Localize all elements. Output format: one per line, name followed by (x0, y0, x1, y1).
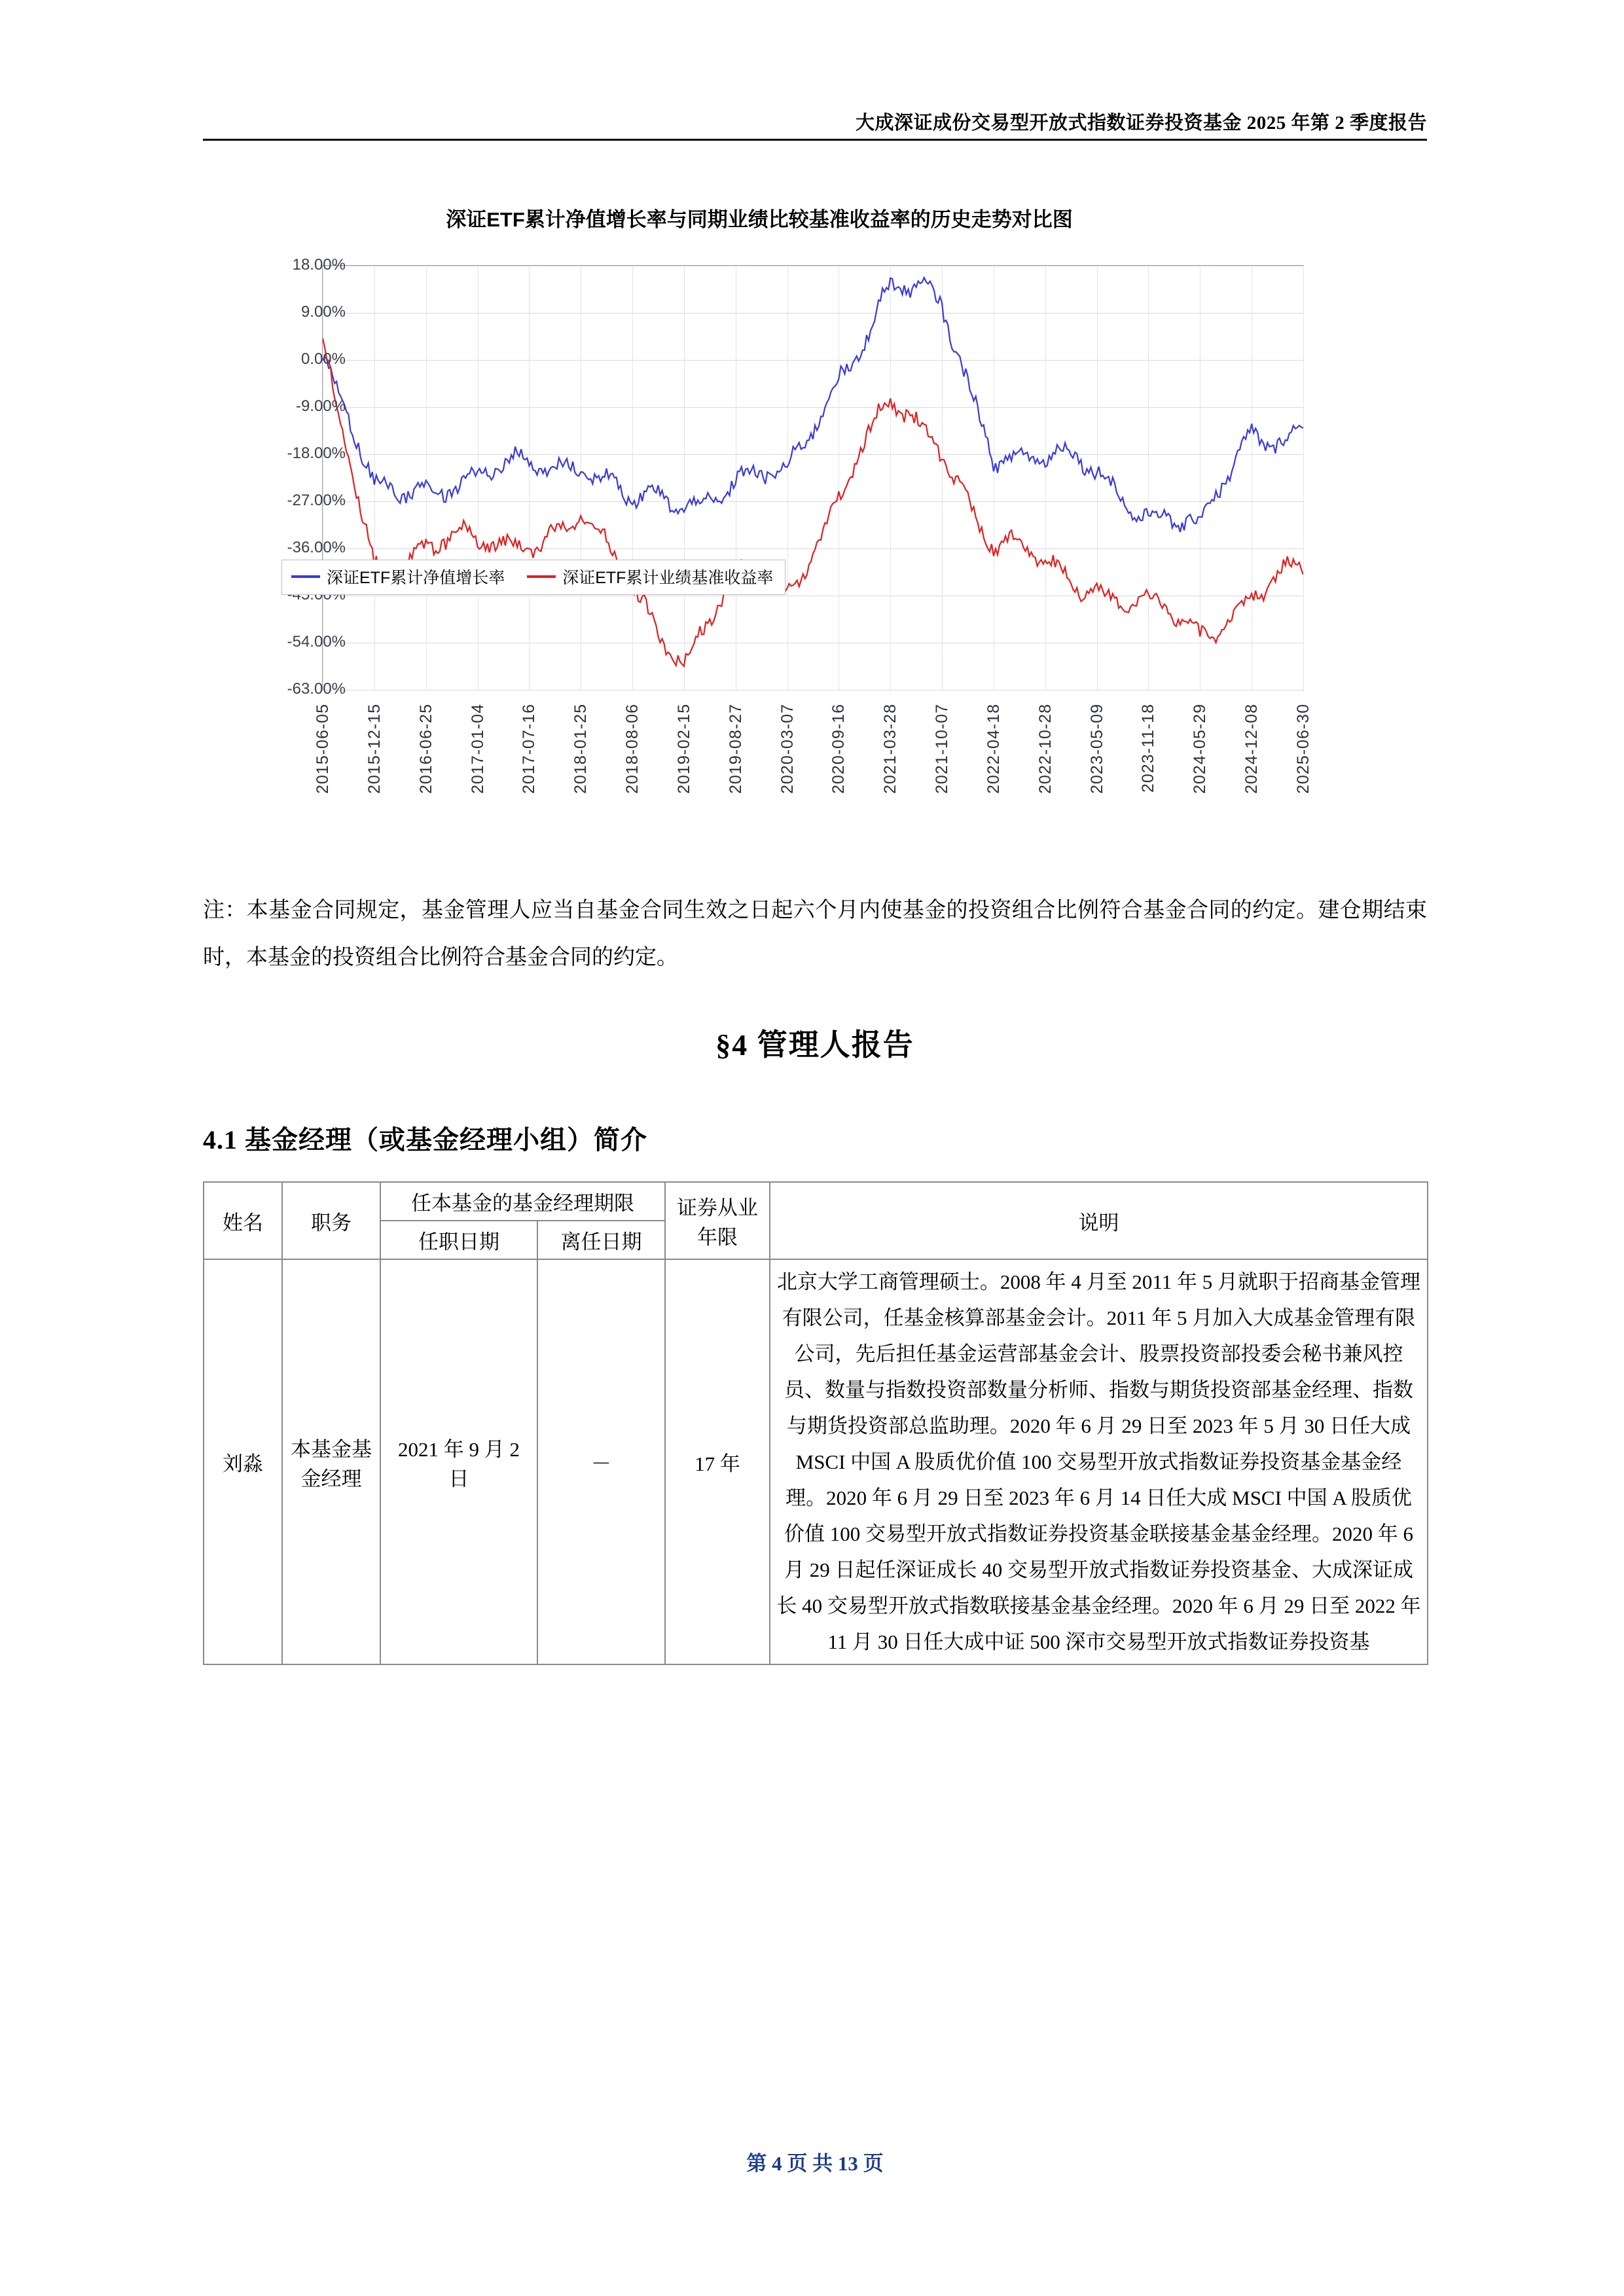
cell-position: 本基金基金经理 (282, 1259, 380, 1664)
cell-start-date: 2021 年 9 月 2 日 (380, 1259, 537, 1664)
th-tenure-group: 任本基金的基金经理期限 (380, 1182, 665, 1221)
chart-x-tick: 2020-09-16 (829, 704, 848, 794)
chart-y-tick: 18.00% (292, 256, 346, 274)
th-description: 说明 (770, 1182, 1428, 1259)
legend-swatch-nav (291, 575, 320, 578)
chart-x-tick: 2018-01-25 (571, 704, 590, 794)
table-row (204, 1259, 1428, 1664)
chart-plot-area (322, 265, 1304, 691)
cell-end-date: － (537, 1259, 665, 1664)
chart-y-tick: 0.00% (300, 350, 346, 368)
chart-y-tick: -36.00% (287, 539, 346, 556)
chart-x-tick: 2019-02-15 (674, 704, 693, 794)
th-name: 姓名 (204, 1182, 282, 1259)
chart-x-tick: 2021-03-28 (881, 704, 900, 794)
chart-y-tick: 9.00% (300, 303, 346, 321)
chart-y-tick: -63.00% (287, 680, 346, 698)
chart-x-tick: 2016-06-25 (416, 704, 435, 794)
chart-x-tick: 2022-04-18 (984, 704, 1003, 794)
legend-swatch-benchmark (527, 575, 556, 578)
chart-x-tick: 2023-11-18 (1139, 704, 1158, 793)
chart-y-tick: -18.00% (287, 444, 346, 462)
th-experience: 证券从业年限 (665, 1182, 770, 1259)
section-heading: §4 管理人报告 (715, 1028, 914, 1062)
th-start-date: 任职日期 (380, 1221, 537, 1259)
chart-x-tick: 2024-12-08 (1242, 704, 1261, 794)
chart-y-tick: -27.00% (287, 492, 346, 509)
chart-x-tick: 2024-05-29 (1191, 704, 1210, 794)
chart-line-nav (323, 278, 1303, 532)
chart-y-tick: -9.00% (295, 397, 346, 415)
th-end-date: 离任日期 (537, 1221, 665, 1259)
chart-series-paths (323, 266, 1303, 690)
chart-x-tick: 2019-08-27 (726, 704, 745, 794)
running-head: 大成深证成份交易型开放式指数证券投资基金 2025 年第 2 季度报告 (855, 113, 1427, 134)
chart-x-tick: 2017-07-16 (520, 704, 539, 794)
chart-x-tick: 2021-10-07 (933, 704, 952, 794)
legend-label-benchmark: 深证ETF累计业绩基准收益率 (562, 569, 774, 587)
chart-line-benchmark (323, 338, 1303, 666)
table-header-row-1 (204, 1182, 1428, 1221)
subsection-heading: 4.1 基金经理（或基金经理小组）简介 (203, 1125, 647, 1155)
chart-title: 深证ETF累计净值增长率与同期业绩比较基准收益率的历史走势对比图 (446, 208, 1073, 231)
fund-manager-table (203, 1181, 1428, 1665)
chart-legend (281, 560, 785, 595)
header-divider (203, 139, 1427, 141)
chart-x-tick: 2020-03-07 (778, 704, 797, 794)
chart-x-tick: 2015-12-15 (365, 704, 384, 794)
legend-label-nav: 深证ETF累计净值增长率 (327, 569, 505, 587)
chart-note: 注：本基金合同规定，基金管理人应当自基金合同生效之日起六个月内使基金的投资组合比例符合基金合同的约定。建仓期结束时，本基金的投资组合比例符合基金合同的约定。 (203, 899, 1427, 969)
chart-x-tick: 2023-05-09 (1087, 704, 1106, 794)
chart-x-tick: 2017-01-04 (468, 704, 487, 794)
chart-x-tick: 2022-10-28 (1036, 704, 1055, 794)
th-position: 职务 (282, 1182, 380, 1259)
chart-x-tick: 2025-06-30 (1294, 704, 1312, 794)
page-footer: 第 4 页 共 13 页 (746, 2152, 884, 2175)
chart-y-tick: -54.00% (287, 633, 346, 651)
chart-x-tick: 2015-06-05 (314, 704, 332, 794)
cell-experience: 17 年 (665, 1259, 770, 1664)
cell-description: 北京大学工商管理硕士。2008 年 4 月至 2011 年 5 月就职于招商基金管理有限公司，任基金核算部基金会计。2011 年 5 月加入大成基金管理有限公司，先后担任基金运营部基金会计、股票投资部投委会秘书兼风控员、数量与指数投资部数量分析师、指数与期货投资部基金经理、指数与期货投资部总监助理。2020 年 6 月 29 日至 2023 年 5 月 30 日任大成 MSCI 中国 A 股质优价值 100 交易型开放式指数证券投资基金基金经理。2020 年 6 月 29 日至 2023 年 6 月 14 日任大成 MSCI 中国 A 股质优价值 100 交易型开放式指数证券投资基金联接基金基金经理。2020 年 6 月 29 日起任深证成长 40 交易型开放式指数证券投资基金、大成深证成长 40 交易型开放式指数联接基金基金经理。2020 年 6 月 29 日至 2022 年 11 月 30 日任大成中证 500 深市交易型开放式指数证券投资基 (770, 1259, 1428, 1664)
cell-name: 刘淼 (204, 1259, 282, 1664)
legend-item-nav (291, 565, 505, 588)
legend-item-benchmark (527, 565, 773, 588)
chart-x-tick: 2018-08-06 (623, 704, 642, 794)
